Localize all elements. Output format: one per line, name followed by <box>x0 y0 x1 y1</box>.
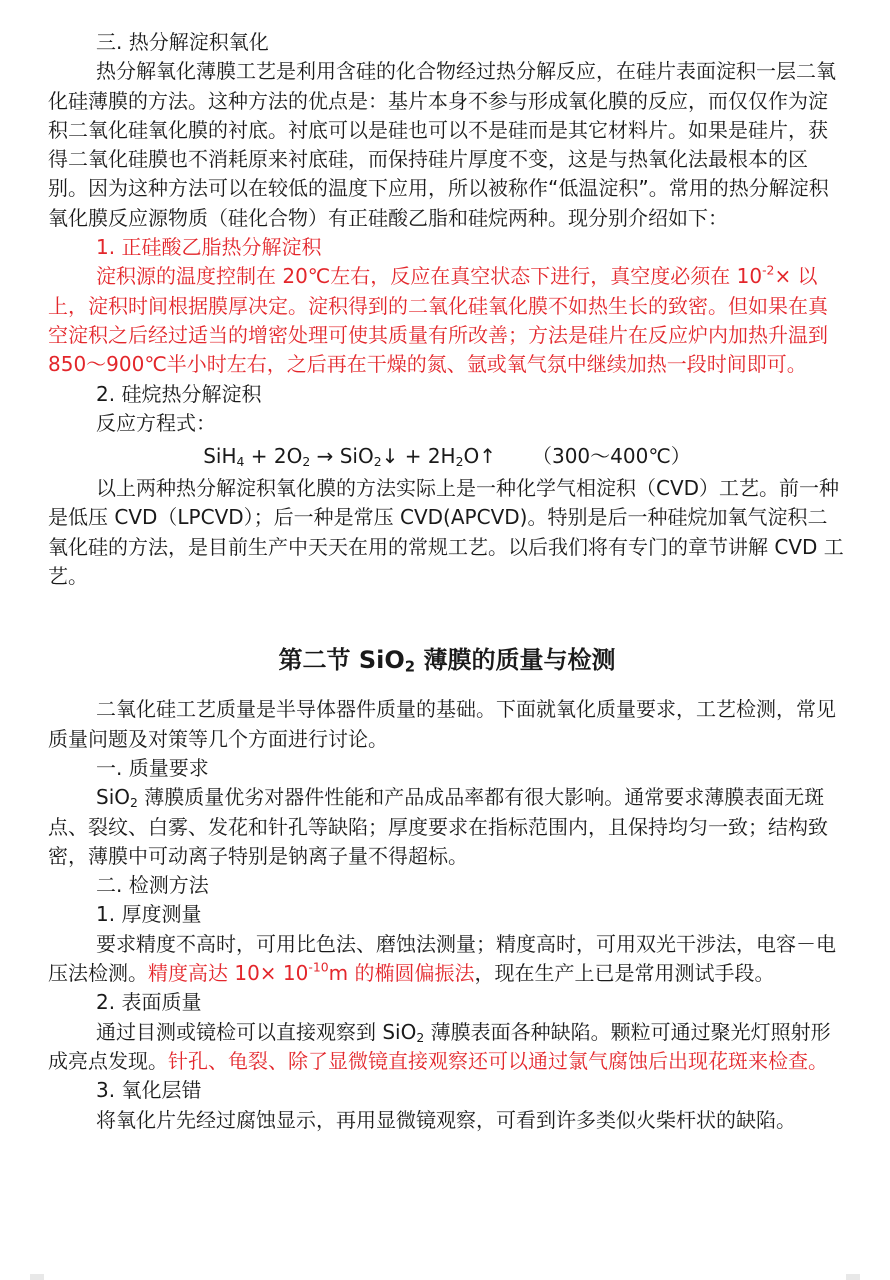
reaction-label: 反应方程式： <box>96 410 216 435</box>
cvd-paragraph: 以上两种热分解淀积氧化膜的方法实际上是一种化学气相淀积（CVD）工艺。前一种是低压 CVD（LPCVD）；后一种是常压 CVD(APCVD)。特别是后一种硅烷加氧气淀积二氧化硅的方法，是目前生产中天天在用的常规工艺。以后我们将有专门的章节讲解 CVD 工艺。 <box>48 476 844 589</box>
ellipsometry-highlight: 精度高达 $10\times 10^{-10}m$ 的椭圆偏振法 <box>148 959 475 986</box>
detect-title: 二. 检测方法 <box>96 873 209 898</box>
quality-title: 一. 质量要求 <box>96 755 209 780</box>
teos-subtitle: 1. 正硅酸乙脂热分解淀积 <box>96 235 322 260</box>
reaction-equation: $SiH_4 + 2O_2$ → SiO$_2$↓ + $2H_2O↑$ （300～400℃） <box>203 444 691 470</box>
section3-paragraph: 热分解氧化薄膜工艺是利用含硅的化合物经过热分解反应，在硅片表面淀积一层二氧化硅薄膜的方法。这种方法的优点是：基片本身不参与形成氧化膜的反应，而仅仅作为淀积二氧化硅氧化膜的衬底。衬底可以是硅也可以不是硅而是其它材料片。如果是硅片，获得二氧化硅膜也不消耗原来衬底硅，而保持硅片厚度不变，这是与热氧化法最根本的区别。因为这种方法可以在较低的温度下应用，所以被称作“低温淀积”。常用的热分解淀积氧化膜反应源物质（硅化合物）有正硅酸乙脂和硅烷两种。现分别介绍如下： <box>48 59 836 230</box>
silane-subtitle: 2. 硅烷热分解淀积 <box>96 381 262 406</box>
surface-highlight: 针孔、龟裂、除了显微镜直接观察还可以通过氯气腐蚀后出现花斑来检查。 <box>168 1048 828 1073</box>
thickness-paragraph: 要求精度不高时，可用比色法、磨蚀法测量；精度高时，可用双光干涉法，电容－电压法检测。精度高达 $10\times 10^{-10}m$ 的椭圆偏振法，现在生产上已是常用测试手段。 <box>48 931 836 986</box>
page-corner-left <box>30 1274 44 1280</box>
fault-paragraph: 将氧化片先经过腐蚀显示，再用显微镜观察，可看到许多类似火柴杆状的缺陷。 <box>96 1107 796 1132</box>
teos-paragraph: 淀积源的温度控制在 20℃左右，反应在真空状态下进行，真空度必须在 $10^{-2}\times$ 以上，淀积时间根据膜厚决定。淀积得到的二氧化硅氧化膜不如热生长的致密。但如果在真空淀积之后经过适当的增密处理可使其质量有所改善；方法是硅片在反应炉内加热升温到 850～900℃半小时左右，之后再在干燥的氮、氩或氧气氛中继续加热一段时间即可。 <box>48 262 828 377</box>
section-heading: 第二节 SiO$_2$ 薄膜的质量与检测 <box>278 646 616 677</box>
surface-paragraph: 通过目测或镜检可以直接观察到 SiO$_2$ 薄膜表面各种缺陷。颗粒可通过聚光灯照射形成亮点发现。针孔、龟裂、除了显微镜直接观察还可以通过氯气腐蚀后出现花斑来检查。 <box>48 1019 831 1073</box>
quality-paragraph: SiO$_2$ 薄膜质量优劣对器件性能和产品成品率都有很大影响。通常要求薄膜表面无斑点、裂纹、白雾、发花和针孔等缺陷；厚度要求在指标范围内，且保持均匀一致；结构致密，薄膜中可动离子特别是钠离子量不得超标。 <box>48 785 828 868</box>
surface-title: 2. 表面质量 <box>96 990 202 1015</box>
page-corner-right <box>846 1274 860 1280</box>
reaction-temperature: （300～400℃） <box>531 444 691 469</box>
fault-title: 3. 氧化层错 <box>96 1078 202 1103</box>
thickness-title: 1. 厚度测量 <box>96 902 202 927</box>
section3-title: 三. 热分解淀积氧化 <box>96 30 269 54</box>
intro-paragraph: 二氧化硅工艺质量是半导体器件质量的基础。下面就氧化质量要求，工艺检测，常见质量问题及对策等几个方面进行讨论。 <box>48 697 836 751</box>
